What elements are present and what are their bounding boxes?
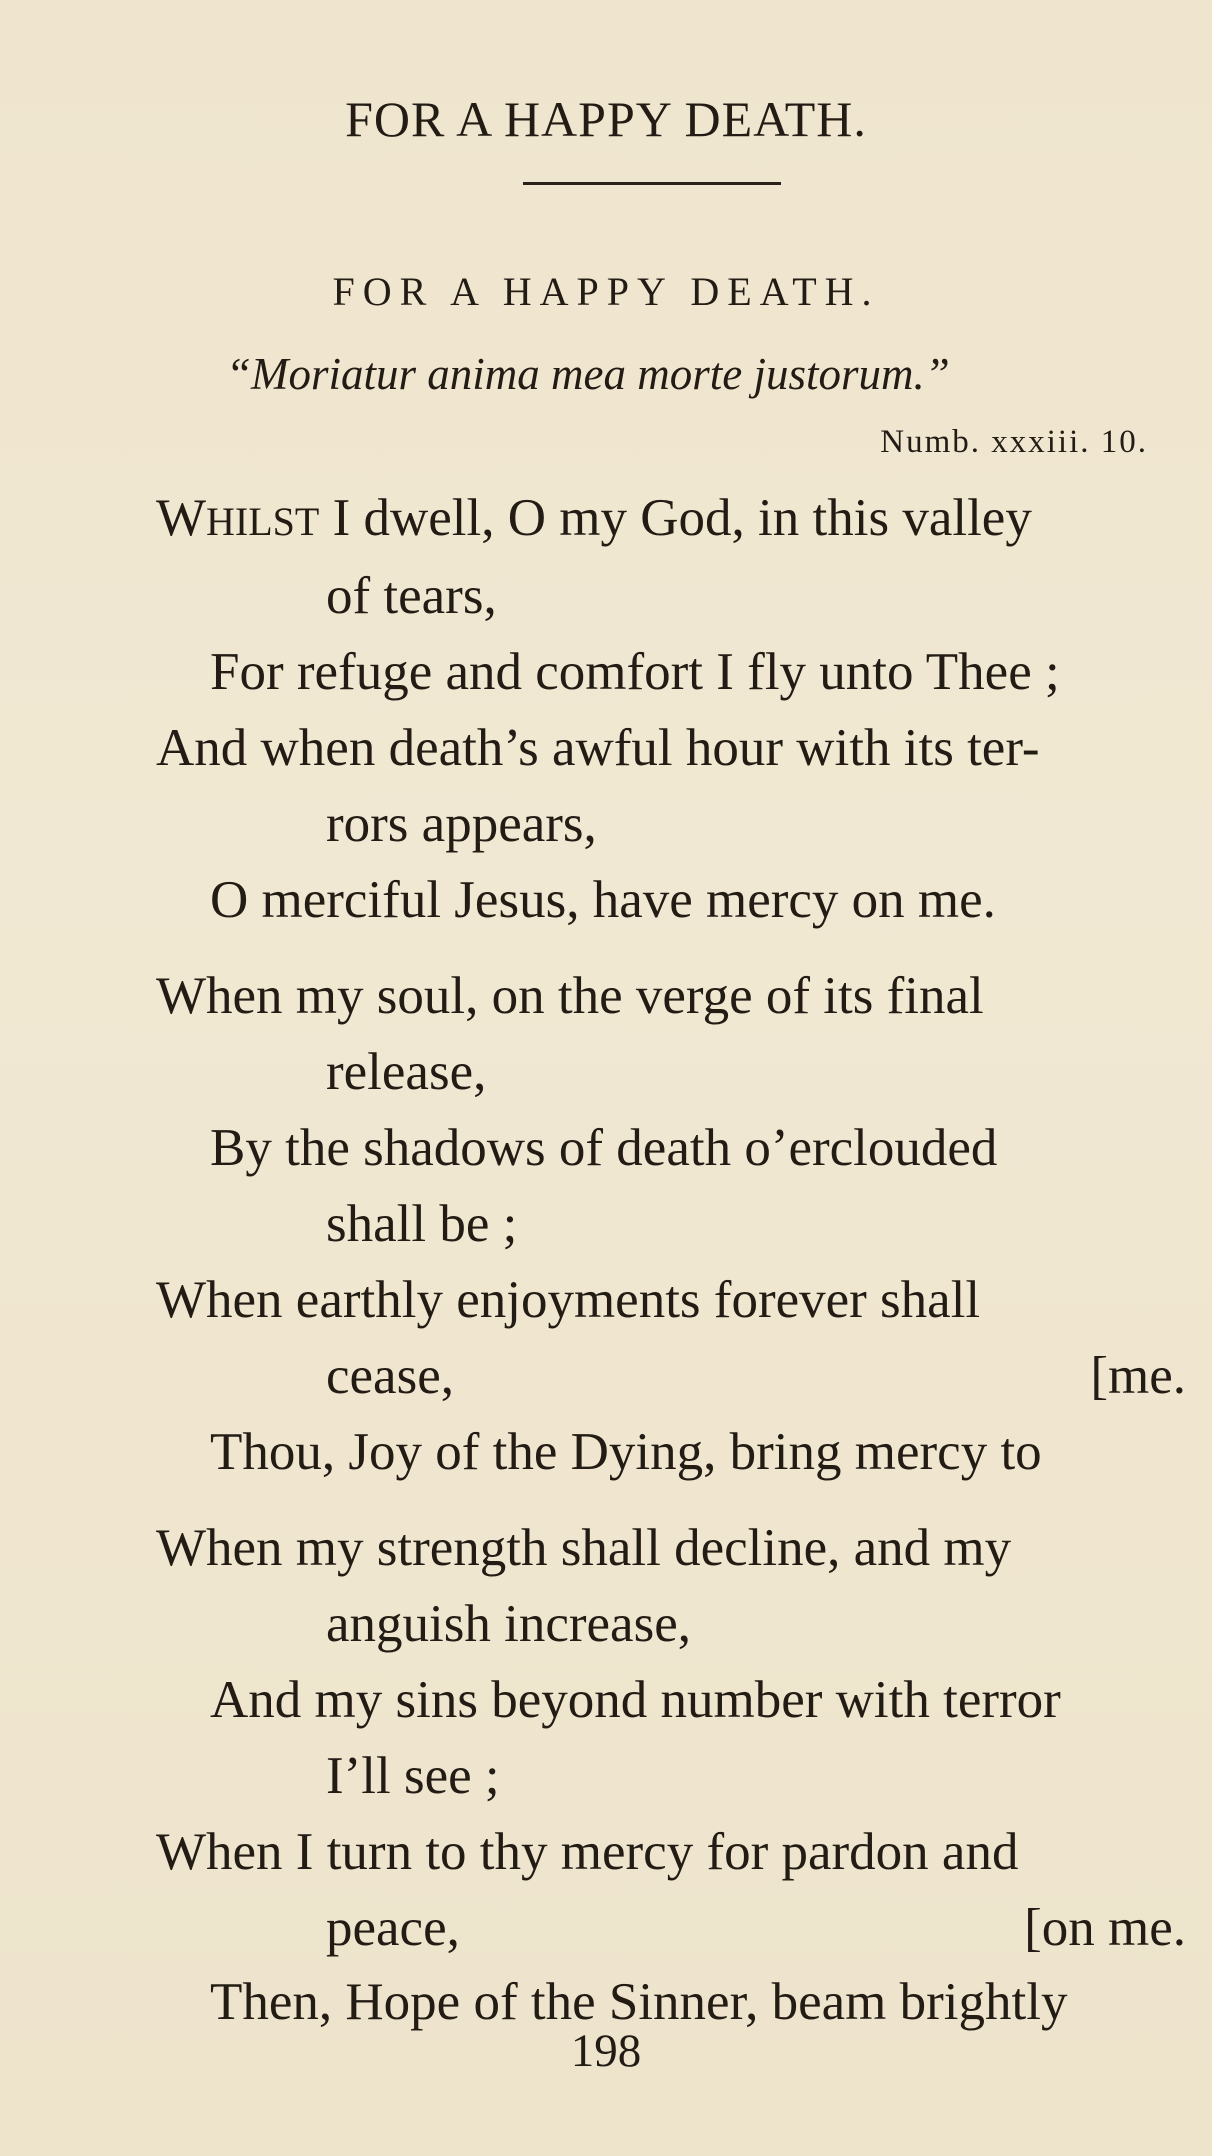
- verse-line: WHILST I dwell, O my God, in this valley: [156, 489, 1032, 547]
- verse-line: And when death’s awful hour with its ter-: [156, 719, 1040, 777]
- verse-line: O merciful Jesus, have mercy on me.: [210, 871, 996, 929]
- verse-line: By the shadows of death o’erclouded: [210, 1119, 998, 1177]
- verse-line: cease,: [326, 1347, 454, 1405]
- verse-line: release,: [326, 1043, 487, 1101]
- verse-line: When my soul, on the verge of its final: [156, 967, 984, 1025]
- drop-capital: W: [156, 489, 207, 547]
- small-caps-word: HILST: [206, 499, 320, 544]
- turnover-bracket: [me.: [1090, 1347, 1186, 1405]
- verse-line: When my strength shall decline, and my: [156, 1519, 1012, 1577]
- verse-line: And my sins beyond number with terror: [210, 1671, 1061, 1729]
- verse-line: anguish increase,: [326, 1595, 691, 1653]
- verse-line: Thou, Joy of the Dying, bring mercy to: [210, 1423, 1042, 1481]
- header-rule: [523, 182, 781, 185]
- verse-line: When earthly enjoyments forever shall: [156, 1271, 981, 1329]
- latin-epigraph: “Moriatur anima mea morte justorum.”: [226, 349, 950, 399]
- verse-line: shall be ;: [326, 1195, 518, 1253]
- hymn-title: FOR A HAPPY DEATH.: [332, 269, 880, 314]
- page-number: 198: [570, 2025, 642, 2077]
- verse-line: Then, Hope of the Sinner, beam brightly: [210, 1973, 1068, 2031]
- verse-line: peace,: [326, 1899, 460, 1957]
- verse-line: When I turn to thy mercy for pardon and: [156, 1823, 1019, 1881]
- verse-line: rors appears,: [326, 795, 597, 853]
- scripture-citation: Numb. xxxiii. 10.: [880, 424, 1148, 460]
- running-head: FOR A HAPPY DEATH.: [345, 91, 867, 147]
- verse-line: of tears,: [326, 567, 497, 625]
- verse-line: For refuge and comfort I fly unto Thee ;: [210, 643, 1060, 701]
- verse-line: I’ll see ;: [326, 1747, 500, 1805]
- turnover-bracket: [on me.: [1024, 1899, 1186, 1957]
